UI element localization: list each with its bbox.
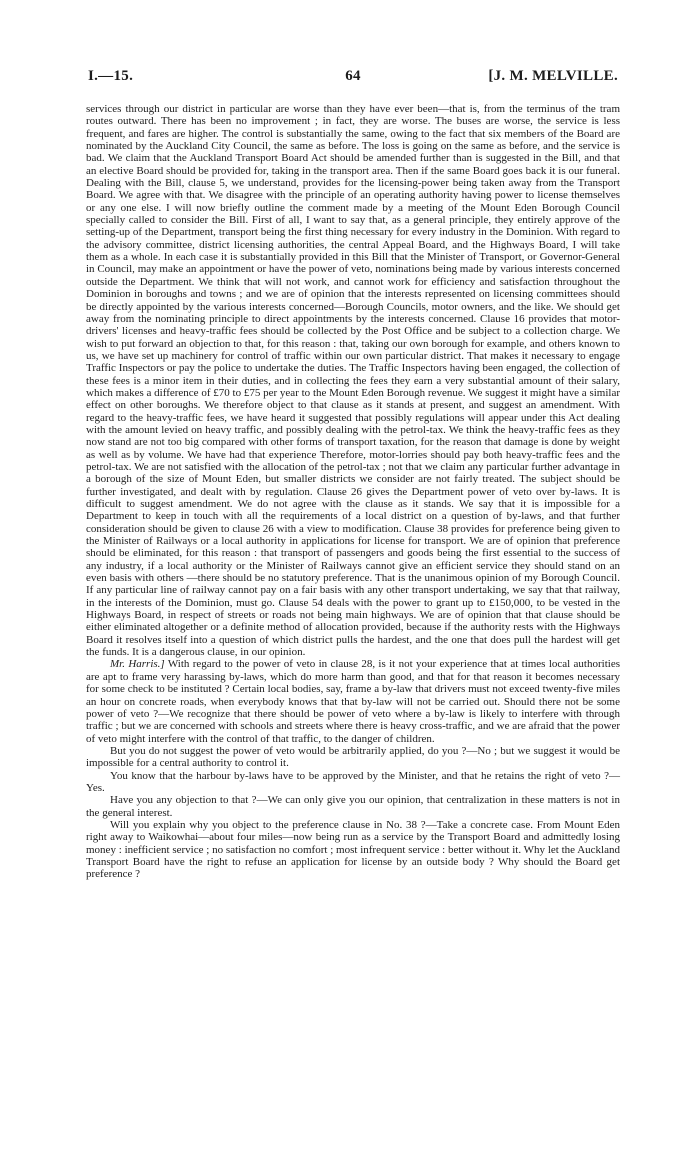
- paragraph-text: services through our district in particular are worse than they have ever been—that is, from the terminus of the tram routes outward. There has been no improvement ; in fact, they are worse. The buses are worse, the service is less frequent, and fares are higher. The control is substantially the same, owing to the fact that six members of the Board are nominated by the Auckland City Council, the same as before. The loss is going on the same as before, and the service is bad. We claim that the Auckland Transport Board Act should be amended further than is suggested in the Bill, and that an elective Board should be provided for, taking in the transport area. Then if the same Board goes back it is our funeral. Dealing with the Bill, clause 5, we understand, provides for the licensing-power being taken away from the Transport Board. We agree with that. We disagree with the principle of an operating authority having power to license themselves or any one else. I will now briefly outline the comment made by a meeting of the Mount Eden Borough Council specially called to consider the Bill. First of all, I want to say that, as a general principle, they entirely approve of the setting-up of the Department, transport being the first thing necessary for every industry in the Dominion. With regard to the advisory committee, district licensing authorities, the central Appeal Board, and the Highways Board, I will take them as a whole. In each case it is substantially provided in this Bill that the Minister of Transport, or Governor-General in Council, may make an appointment or have the power of veto, nominations being made by various interests concerned outside the Department. We think that will not work, and cannot work for efficiency and satisfaction throughout the Dominion in boroughs and towns ; and we are of opinion that the interests represented on licensing committees should be directly appointed by the various interests concerned—Borough Councils, motor owners, and the like. We should get away from the nominating principle to direct appointments by the interests concerned. Clause 16 provides that motor-drivers' licenses and heavy-traffic fees should be collected by the Post Office and be subject to a collection charge. We wish to put forward an objection to that, for this reason : that, taking our own borough for example, and others known to us, we have set up machinery for control of traffic within our own particular district. That makes it necessary to engage Traffic Inspectors or pay the police to undertake the duties. The Traffic Inspectors having been engaged, the collection of these fees is a minor item in their duties, and in collecting the fees they earn a very substantial amount of their salary, which makes a difference of £70 to £75 per year to the Mount Eden Borough revenue. We suggest it might have a similar effect on other boroughs. We therefore object to that clause as it stands at present, and suggest an amendment. With regard to the heavy-traffic fees, we have heard it suggested that possibly regulations will appear under this Act dealing with the amount levied on heavy traffic, and possibly dealing with the petrol-tax. We think the heavy-traffic fees as they now stand are not too big compared with other forms of transport taxation, for the reason that damage is done by weight as well as by volume. We have had that experience Therefore, motor-lorries should pay both heavy-traffic fees and the petrol-tax. We are not satisfied with the allocation of the petrol-tax ; not that we claim any particular further advantage in a borough of the size of Mount Eden, but smaller districts we consider are not fairly treated. The subject should be further investigated, and dealt with by regulation. Clause 26 gives the Department power of veto over by-laws. It is difficult to suggest amendment. We do not agree with the clause as it stands. We say that it is impossible for a Department to keep in touch with all the requirements of a local district on a question of by-laws, and that further consideration should be given to clause 26 with a view to modification. Clause 38 provides for preference being given to the Minister of Railways or a local authority in applications for license for transport. We are of opinion that preference should be eliminated, for this reason : that transport of passengers and goods being the first essential to the success of any industry, if a local authority or the Minister of Railways cannot give an efficient service they should stand on an even basis with others —there should be no statutory preference. That is the unanimous opinion of my Borough Council. If any particular line of railway cannot pay on a fair basis with any other transport undertaking, we say that that railway, in the interests of the Dominion, must go. Clause 54 deals with the power to grant up to £150,000, to be vested in the Highways Board, in respect of streets or roads not being main highways. We are of opinion that that clause should be either eliminated altogether or a definite method of allocation provided, because if the authority rests with the Highways Board it resolves itself into a question of which district pulls the hardest, and the one that does pull the hardest will get the funds. It is a dangerous clause, in our opinion.: [86, 103, 620, 659]
- report-reference: I.—15.: [88, 68, 134, 84]
- witness-name: [J. M. MELVILLE.: [488, 68, 618, 84]
- paragraph: [86, 658, 620, 744]
- page-header: [88, 68, 618, 90]
- paragraph: [86, 819, 620, 881]
- paragraph-text: Will you explain why you object to the preference clause in No. 38 ?—Take a concrete case. From Mount Eden right away to Waikowhai—about four miles—now being run as a service by the Transport Board and admittedly losing money : inefficient service ; no satisfaction no comfort ; most infrequent service : better without it. Why let the Auckland Transport Board have the right to refuse an application for license by an outside body ? Why should the Board get preference ?: [86, 818, 620, 881]
- paragraph-text: Have you any objection to that ?—We can only give you our opinion, that centralization in these matters is not in the general interest.: [86, 794, 620, 819]
- paragraph-text: You know that the harbour by-laws have to be approved by the Minister, and that he retains the right of veto ?—Yes.: [86, 769, 620, 794]
- paragraph-text: With regard to the power of veto in clause 28, is it not your experience that at times local authorities are apt to frame very harassing by-laws, which do more harm than good, and that for that reason it becomes necessary for some check to be instituted ? Certain local bodies, say, frame a by-law that drivers must not exceed twenty-five miles an hour on concrete roads, when everybody knows that that by-law will not be carried out. Should there not be some power of veto ?—We recognize that there should be power of veto where a by-law is likely to interfere with through traffic ; but we are concerned with schools and streets where there is heavy cross-traffic, and we are afraid that the power of veto might interfere with the control of that traffic, to the danger of children.: [86, 658, 620, 745]
- paragraph: [86, 103, 620, 658]
- speaker-label: Mr. Harris.]: [110, 658, 165, 671]
- paragraph: [86, 794, 620, 819]
- document-body: [86, 103, 620, 881]
- paragraph: [86, 745, 620, 770]
- paragraph-text: But you do not suggest the power of veto would be arbitrarily applied, do you ?—No ; but we suggest it would be impossible for a central authority to control it.: [86, 744, 620, 770]
- paragraph: [86, 770, 620, 795]
- page-number: 64: [345, 68, 361, 84]
